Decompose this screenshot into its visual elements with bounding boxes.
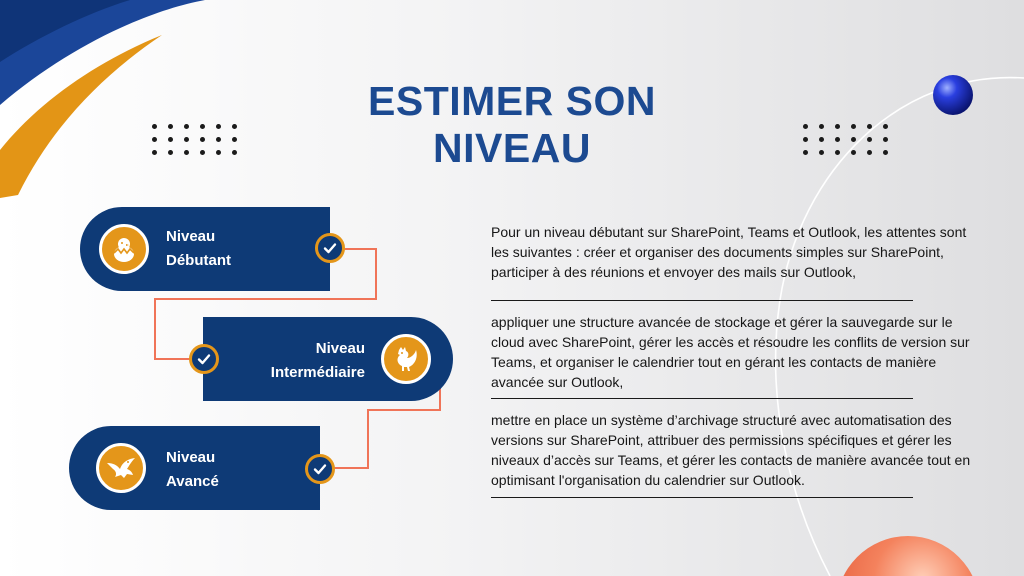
blue-sphere-shape: [933, 75, 973, 115]
check-icon-avance: [305, 454, 335, 484]
description-debutant: Pour un niveau débutant sur SharePoint, Teams et Outlook, les attentes sont les suivantes : créer et organiser des documents simples sur SharePoint, participer à des réunions et envoyer des mails sur Outlook,: [491, 224, 967, 280]
level-label-avance: [166, 446, 219, 494]
level-label-line-2: Avancé: [166, 473, 219, 490]
check-icon-debutant: [315, 233, 345, 263]
title-line-2: NIVEAU: [433, 125, 591, 171]
description-avance: mettre en place un système d’archivage structuré avec automatisation des versions sur SharePoint, attribuer des permissions spécifiques et gérer les niveaux d’accès sur Teams, et gérer les contacts de manière avancée tout en optimisant l'organisation du calendrier sur Outlook.: [491, 412, 971, 488]
level-card-avance: [69, 426, 320, 510]
level-label-line-2: Débutant: [166, 252, 231, 269]
chick-icon: [99, 224, 149, 274]
dot-grid-left: [152, 124, 238, 155]
page-title: [332, 78, 692, 172]
level-label-line-1: Niveau: [166, 449, 216, 466]
description-intermediaire: appliquer une structure avancée de stockage et gérer la sauvegarde sur le cloud avec SharePoint, gérer les accès et résoudre les conflits de version sur Teams, et organiser le calendrier tout en gérant les contacts de manière avancée sur Outlook,: [491, 314, 970, 390]
divider: [491, 300, 913, 301]
dot-grid-right: [803, 124, 889, 155]
check-icon-intermediaire: [189, 344, 219, 374]
divider: [491, 497, 913, 498]
level-label-intermediaire: [271, 337, 365, 385]
level-card-intermediaire: [203, 317, 453, 401]
orange-sphere-shape: [836, 536, 980, 576]
level-card-debutant: [80, 207, 330, 291]
title-line-1: ESTIMER SON: [368, 78, 656, 124]
rooster-icon: [381, 334, 431, 384]
eagle-icon: [96, 443, 146, 493]
divider: [491, 398, 913, 399]
level-label-line-1: Niveau: [166, 228, 216, 245]
level-label-debutant: [166, 225, 231, 273]
level-label-line-2: Intermédiaire: [270, 364, 365, 381]
level-label-line-1: Niveau: [315, 340, 365, 357]
